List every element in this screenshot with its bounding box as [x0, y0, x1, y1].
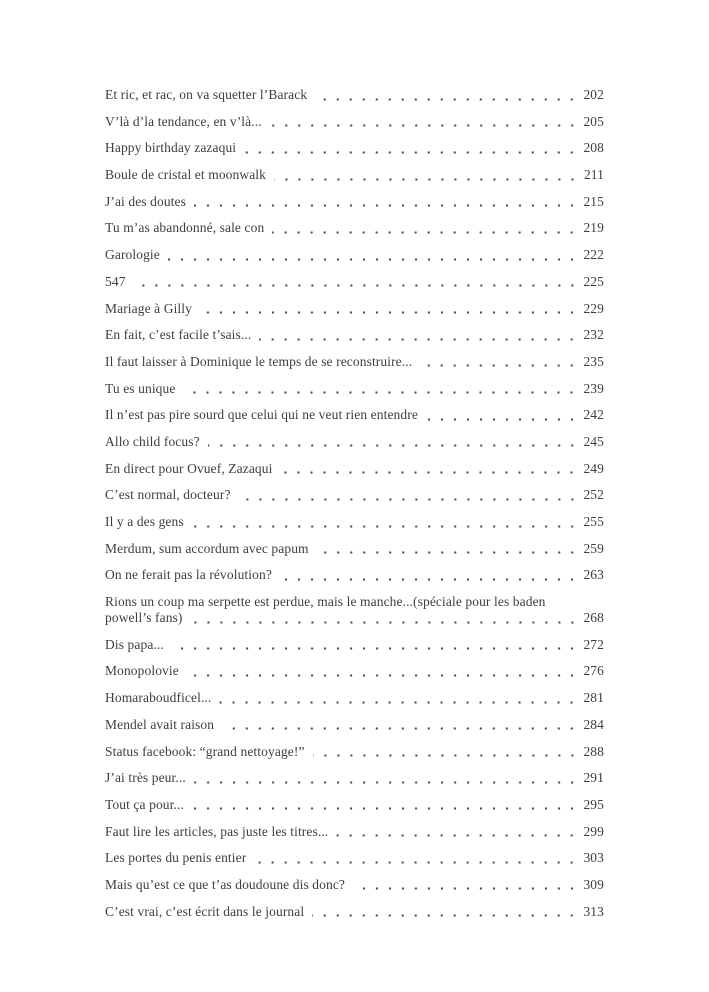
toc-entry-title: Mendel avait raison [105, 716, 215, 732]
dot-leader [272, 231, 578, 234]
toc-entry-title: Tout ça pour... [105, 796, 184, 812]
dot-leader [353, 887, 578, 890]
toc-entry [105, 327, 604, 343]
toc-entry [105, 434, 604, 450]
toc-entry-page: 295 [583, 796, 604, 812]
toc-entry-page: 281 [583, 690, 604, 706]
dot-leader [317, 551, 579, 554]
dot-leader [420, 364, 578, 367]
toc-entry-title: J’ai des doutes [105, 193, 186, 209]
dot-leader [244, 151, 578, 154]
toc-entry-title: Happy birthday zazaqui [105, 140, 237, 156]
toc-entry-page: 245 [583, 433, 604, 449]
toc-entry-title: Rions un coup ma serpette est perdue, mais le manche...(spéciale pour les baden [105, 594, 546, 610]
toc-entry-page: 259 [583, 540, 604, 556]
toc-entry-title: Et ric, et rac, on va squetter l’Barack [105, 87, 308, 102]
toc-entry-page: 215 [583, 193, 604, 209]
toc-entry-page: 284 [583, 716, 604, 732]
dot-leader [200, 311, 578, 314]
toc-entry [105, 301, 604, 317]
dot-leader [270, 124, 579, 127]
toc-entry-title: Il y a des gens [105, 514, 184, 529]
dot-leader [312, 914, 578, 917]
toc-entry-page: 208 [583, 140, 604, 156]
toc-entry [105, 850, 604, 866]
toc-entry-title: Garologie [105, 247, 160, 263]
toc-entry [105, 744, 604, 760]
dot-leader [172, 647, 579, 650]
toc-entry-title: En direct pour Ovuef, Zazaqui [105, 460, 273, 476]
toc-entry-page: 268 [583, 610, 604, 626]
toc-entry [105, 877, 604, 893]
toc-entry-title: Merdum, sum accordum avec papum [105, 540, 309, 556]
toc-entry [105, 220, 604, 236]
dot-leader [192, 525, 579, 528]
toc-entry-page: 239 [583, 380, 604, 396]
toc-entry-title: Status facebook: “grand nettoyage!” [105, 743, 305, 759]
toc-entry [105, 461, 604, 477]
toc-entry [105, 514, 604, 530]
dot-leader [194, 204, 578, 207]
toc-entry [105, 354, 604, 370]
toc-entry-title: Tu m’as abandonné, sale con [105, 220, 265, 236]
toc-entry [105, 194, 604, 210]
toc-entry-title: Il n’est pas pire sourd que celui qui ne veut rien entendre [105, 407, 418, 423]
toc-entry-page: 272 [583, 636, 604, 652]
toc-entry-page: 225 [583, 273, 604, 289]
toc-entry-page: 249 [583, 460, 604, 476]
toc-entry [105, 637, 604, 653]
toc-entry [105, 663, 604, 679]
dot-leader [336, 834, 578, 837]
toc-entry-title: Faut lire les articles, pas juste les titres... [105, 823, 329, 839]
toc-entry [105, 770, 604, 786]
dot-leader [208, 444, 579, 447]
toc-entry [105, 381, 604, 397]
toc-entry [105, 717, 604, 733]
toc-entry [105, 824, 604, 840]
toc-entry [105, 87, 604, 103]
toc-entry [105, 594, 604, 626]
toc-entry-page: 219 [583, 220, 604, 236]
toc-entry-page: 276 [583, 663, 604, 679]
dot-leader [194, 781, 579, 784]
toc-entry-page: 288 [583, 743, 604, 759]
toc-entry-page: 222 [583, 247, 604, 263]
dot-leader [426, 418, 579, 421]
dot-leader [134, 284, 579, 287]
toc-entry-title: Tu es unique [105, 380, 176, 396]
toc-entry-page: 229 [583, 300, 604, 316]
dot-leader [222, 727, 578, 730]
dot-leader [219, 701, 578, 704]
toc-entry-page: 299 [583, 823, 604, 839]
dot-leader [168, 258, 579, 261]
toc-entry-page: 202 [583, 87, 604, 102]
toc-entry-page: 242 [583, 407, 604, 423]
dot-leader [192, 807, 579, 810]
toc-entry-title: Mais qu’est ce que t’as doudoune dis donc? [105, 876, 346, 892]
toc-entry-title: Homaraboudficel... [105, 690, 212, 706]
toc-entry-continuation [105, 610, 604, 626]
toc-entry-page: 211 [583, 167, 604, 183]
toc-entry-title: Il faut laisser à Dominique le temps de se reconstruire... [105, 353, 413, 369]
toc-entry [105, 567, 604, 583]
dot-leader [280, 578, 579, 581]
dot-leader [313, 754, 579, 757]
toc-entry-page: 205 [583, 113, 604, 129]
dot-leader [239, 498, 579, 501]
dot-leader [315, 98, 578, 101]
toc-entry-title: J’ai très peur... [105, 770, 186, 786]
toc-entry [105, 904, 604, 920]
toc-entry-title: V’là d’la tendance, en v’là... [105, 113, 262, 129]
toc-entry [105, 247, 604, 263]
toc-entry-title: C’est vrai, c’est écrit dans le journal [105, 903, 305, 919]
toc-entry-page: 263 [583, 567, 604, 583]
toc-entry [105, 487, 604, 503]
dot-leader [259, 338, 578, 341]
toc-entry-page: 235 [583, 353, 604, 369]
dot-leader [191, 621, 579, 624]
toc-entry-title: 547 [105, 273, 126, 289]
toc-entry-page: 232 [583, 327, 604, 343]
dot-leader [183, 391, 578, 394]
toc-entry-title: En fait, c’est facile t’sais... [105, 327, 252, 343]
toc-entry [105, 797, 604, 813]
toc-entry-page: 313 [583, 903, 604, 919]
toc-entry-page: 252 [583, 487, 604, 503]
toc-entry-page: 291 [583, 770, 604, 786]
toc-entry-title-continued: powell’s fans) [105, 610, 183, 626]
toc-entry [105, 140, 604, 156]
toc-entry [105, 407, 604, 423]
toc-entry-title: C’est normal, docteur? [105, 487, 231, 503]
dot-leader [280, 471, 578, 474]
toc-entry-title: Boule de cristal et moonwalk [105, 167, 267, 183]
dot-leader [254, 861, 578, 864]
toc-entry-title: Mariage à Gilly [105, 300, 192, 316]
toc-entry-page: 309 [583, 876, 604, 892]
toc-entry-title: Allo child focus? [105, 433, 200, 449]
toc-entry-page: 255 [583, 514, 604, 529]
toc-entry [105, 274, 604, 290]
toc-entry [105, 167, 604, 183]
toc-entry-title: On ne ferait pas la révolution? [105, 567, 272, 583]
toc-entry [105, 114, 604, 130]
dot-leader [187, 674, 579, 677]
dot-leader [274, 178, 579, 181]
toc-entry-title: Dis papa... [105, 636, 164, 652]
toc-entry [105, 541, 604, 557]
toc-entry-page: 303 [583, 850, 604, 866]
toc-entry-title: Monopolovie [105, 663, 179, 679]
toc-entry-title: Les portes du penis entier [105, 850, 247, 866]
toc-entry [105, 690, 604, 706]
